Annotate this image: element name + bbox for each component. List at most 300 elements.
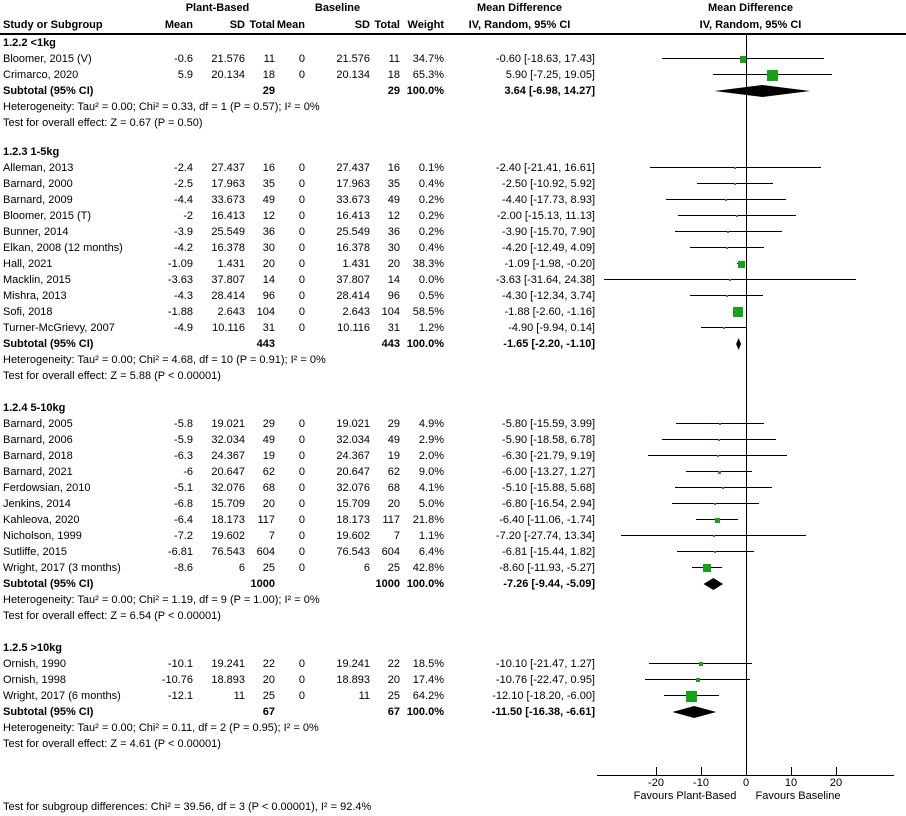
subtotal-row [0, 576, 906, 592]
sd-cell: 16.413 [211, 209, 245, 222]
label-cell: Subtotal (95% CI) [3, 577, 94, 590]
weight-cell: 21.8% [412, 513, 444, 526]
axis-tick [836, 767, 837, 775]
heterogeneity-note: Heterogeneity: Tau² = 0.00; Chi² = 0.33, df = 1 (P = 0.57); I² = 0% [3, 100, 320, 113]
b_total-cell: 25 [387, 561, 400, 574]
sd-cell: 33.673 [211, 193, 245, 206]
sd-cell: 15.709 [211, 497, 245, 510]
subtotal-diamond [595, 336, 906, 352]
axis-tick [656, 767, 657, 775]
md_text-cell: -8.60 [-11.93, -5.27] [499, 561, 595, 574]
total-cell: 25 [262, 561, 275, 574]
b_total-cell: 62 [387, 465, 400, 478]
effect-square [726, 247, 728, 249]
effect-square [718, 471, 721, 474]
label-cell: Nicholson, 1999 [3, 529, 82, 542]
plot-cell [595, 448, 906, 464]
b_total-cell: 11 [388, 52, 400, 65]
label-cell: Barnard, 2000 [3, 177, 73, 190]
study-column-header: Study or Subgroup [3, 18, 103, 31]
b_total-cell: 67 [387, 705, 400, 718]
forest-table-body [0, 35, 906, 768]
sd-cell: 27.437 [211, 161, 245, 174]
total-cell: 31 [262, 321, 275, 334]
effect-square [727, 231, 729, 233]
section-label-row [0, 400, 906, 416]
axis-tick [701, 767, 702, 775]
study-row [0, 224, 906, 240]
section-label-row [0, 144, 906, 160]
label-cell: Crimarco, 2020 [3, 68, 79, 81]
total-column-header: Total [249, 18, 275, 31]
md_text-cell: -10.10 [-21.47, 1.27] [495, 657, 595, 670]
effect-square [725, 199, 727, 201]
total-cell: 29 [262, 84, 275, 97]
b_sd-cell: 17.963 [336, 177, 370, 190]
label-cell: Barnard, 2005 [3, 417, 73, 430]
study-row [0, 240, 906, 256]
total-cell: 443 [256, 337, 275, 350]
heterogeneity-note: Heterogeneity: Tau² = 0.00; Chi² = 1.19, df = 9 (P = 1.00); I² = 0% [3, 593, 320, 606]
md_text-cell: 5.90 [-7.25, 19.05] [505, 68, 595, 81]
weight-cell: 0.2% [418, 225, 444, 238]
label-cell: Bloomer, 2015 (T) [3, 209, 92, 222]
md_text-cell: -6.30 [-21.79, 9.19] [502, 449, 595, 462]
axis-tick-label: -10 [693, 777, 709, 789]
effect-square [738, 261, 745, 268]
section-label: 1.2.4 5-10kg [3, 401, 66, 414]
heterogeneity-note-row [0, 99, 906, 115]
weight-cell: 0.2% [418, 193, 444, 206]
b_total-cell: 49 [387, 433, 400, 446]
axis-tick [746, 767, 747, 775]
total-cell: 11 [263, 52, 275, 65]
section-label-row [0, 35, 906, 51]
b_sd-cell: 11 [358, 689, 370, 702]
mean-cell: -2.4 [174, 161, 193, 174]
effect-square [713, 535, 715, 537]
b_mean-cell: 0 [298, 273, 305, 286]
weight-cell: 1.2% [418, 321, 444, 334]
study-row [0, 464, 906, 480]
study-row [0, 160, 906, 176]
sd-cell: 17.963 [211, 177, 245, 190]
weight-cell: 4.1% [418, 481, 444, 494]
plot-cell [595, 528, 906, 544]
b_sd-cell: 32.034 [336, 433, 370, 446]
md_text-cell: -2.50 [-10.92, 5.92] [502, 177, 595, 190]
section-label-row [0, 640, 906, 656]
axis-tick-label: 20 [829, 777, 843, 789]
plant-based-group-header: Plant-Based [185, 2, 250, 14]
md_text-cell: -6.80 [-16.54, 2.94] [502, 497, 595, 510]
b_sd-cell: 6 [363, 561, 370, 574]
b_total-cell: 68 [387, 481, 400, 494]
iv-random-plot-header: IV, Random, 95% CI [699, 18, 802, 31]
b_total-cell: 49 [387, 193, 400, 206]
b_mean-cell: 0 [298, 689, 305, 702]
effect-square [767, 70, 778, 81]
favours-left-label: Favours Plant-Based [633, 790, 737, 802]
b_sd-cell: 16.378 [336, 241, 370, 254]
b_sd-cell: 19.602 [336, 529, 370, 542]
baseline-sd-column-header: SD [354, 18, 370, 31]
b_total-cell: 96 [387, 289, 400, 302]
b_sd-cell: 21.576 [336, 52, 370, 65]
effect-square [733, 307, 743, 317]
overall-effect-note: Test for overall effect: Z = 5.88 (P < 0.00001) [3, 369, 221, 382]
mean-cell: -4.9 [174, 321, 193, 334]
md_text-cell: -5.90 [-18.58, 6.78] [502, 433, 595, 446]
study-row [0, 672, 906, 688]
plot-cell [595, 512, 906, 528]
plot-cell [595, 208, 906, 224]
study-row [0, 480, 906, 496]
b_sd-cell: 76.543 [336, 545, 370, 558]
effect-square [714, 503, 716, 505]
label-cell: Ferdowsian, 2010 [3, 481, 91, 494]
study-row [0, 544, 906, 560]
plot-cell [595, 160, 906, 176]
plot-cell [595, 336, 906, 352]
weight-cell: 38.3% [412, 257, 444, 270]
plot-cell [595, 656, 906, 672]
b_total-cell: 20 [387, 497, 400, 510]
plot-cell [595, 704, 906, 720]
effect-square [696, 678, 700, 682]
weight-cell: 100.0% [406, 337, 444, 350]
md_text-cell: -4.90 [-9.94, 0.14] [508, 321, 595, 334]
axis-tick-label: -20 [648, 777, 664, 789]
b_total-cell: 25 [387, 689, 400, 702]
md_text-cell: 3.64 [-6.98, 14.27] [504, 84, 595, 97]
study-row [0, 416, 906, 432]
md_text-cell: -0.60 [-18.63, 17.43] [495, 52, 595, 65]
b_sd-cell: 27.437 [336, 161, 370, 174]
label-cell: Elkan, 2008 (12 months) [3, 241, 123, 254]
favours-right-label: Favours Baseline [755, 790, 841, 802]
study-row [0, 432, 906, 448]
overall-effect-note: Test for overall effect: Z = 6.54 (P < 0.00001) [3, 609, 221, 622]
weight-cell: 0.2% [418, 209, 444, 222]
b_sd-cell: 10.116 [337, 321, 370, 334]
b_total-cell: 19 [387, 449, 400, 462]
label-cell: Sofi, 2018 [3, 305, 53, 318]
b_mean-cell: 0 [298, 68, 305, 81]
overall-effect-note-row [0, 115, 906, 131]
b_mean-cell: 0 [298, 433, 305, 446]
study-row [0, 272, 906, 288]
b_total-cell: 117 [382, 513, 400, 526]
md_text-cell: -5.80 [-15.59, 3.99] [502, 417, 595, 430]
b_mean-cell: 0 [298, 193, 305, 206]
plot-cell [595, 496, 906, 512]
mean-cell: -4.2 [174, 241, 193, 254]
weight-cell: 2.9% [418, 433, 444, 446]
plot-cell [595, 576, 906, 592]
study-row [0, 560, 906, 576]
label-cell: Bunner, 2014 [3, 225, 69, 238]
total-cell: 36 [262, 225, 275, 238]
md_text-cell: -2.00 [-15.13, 11.13] [496, 209, 595, 222]
b_mean-cell: 0 [298, 177, 305, 190]
b_total-cell: 35 [387, 177, 400, 190]
heterogeneity-note-row [0, 720, 906, 736]
b_sd-cell: 1.431 [342, 257, 370, 270]
axis-tick-label: 10 [784, 777, 798, 789]
md_text-cell: -6.81 [-15.44, 1.82] [502, 545, 595, 558]
effect-square [734, 183, 736, 185]
label-cell: Sutliffe, 2015 [3, 545, 68, 558]
study-row [0, 288, 906, 304]
study-row [0, 51, 906, 67]
overall-effect-note-row [0, 368, 906, 384]
total-cell: 7 [268, 529, 275, 542]
b_total-cell: 18 [387, 68, 400, 81]
weight-cell: 0.4% [418, 177, 444, 190]
total-cell: 29 [262, 417, 275, 430]
heterogeneity-note-row [0, 592, 906, 608]
label-cell: Jenkins, 2014 [3, 497, 71, 510]
b_sd-cell: 19.241 [336, 657, 370, 670]
b_mean-cell: 0 [298, 465, 305, 478]
b_total-cell: 14 [387, 273, 400, 286]
sd-cell: 2.643 [217, 305, 245, 318]
header-group-row [0, 0, 906, 17]
label-cell: Mishra, 2013 [3, 289, 67, 302]
mean-cell: -4.4 [174, 193, 193, 206]
plot-cell [595, 672, 906, 688]
weight-cell: 100.0% [406, 577, 444, 590]
effect-square [722, 487, 724, 489]
mean-cell: -5.9 [174, 433, 193, 446]
mean-cell: -12.1 [167, 689, 193, 702]
weight-cell: 0.4% [418, 241, 444, 254]
label-cell: Wright, 2017 (3 months) [3, 561, 121, 574]
total-cell: 117 [257, 513, 275, 526]
md_text-cell: -7.20 [-27.74, 13.34] [495, 529, 595, 542]
mean-cell: -1.88 [167, 305, 193, 318]
plot-cell [595, 272, 906, 288]
md_text-cell: -3.63 [-31.64, 24.38] [495, 273, 595, 286]
md_text-cell: -10.76 [-22.47, 0.95] [495, 673, 595, 686]
subtotal-diamond [595, 83, 906, 99]
sd-cell: 16.378 [211, 241, 245, 254]
mean-column-header: Mean [164, 18, 193, 31]
weight-cell: 18.5% [412, 657, 444, 670]
weight-cell: 1.1% [418, 529, 444, 542]
md_text-cell: -6.00 [-13.27, 1.27] [502, 465, 595, 478]
weight-cell: 0.0% [418, 273, 444, 286]
mean-cell: -5.1 [174, 481, 193, 494]
mean-cell: -4.3 [174, 289, 193, 302]
total-cell: 49 [262, 193, 275, 206]
md_text-cell: -12.10 [-18.20, -6.00] [492, 689, 595, 702]
plot-cell [595, 51, 906, 67]
label-cell: Bloomer, 2015 (V) [3, 52, 92, 65]
total-cell: 12 [262, 209, 275, 222]
baseline-mean-column-header: Mean [276, 18, 305, 31]
b_total-cell: 20 [387, 673, 400, 686]
total-cell: 604 [256, 545, 275, 558]
plot-cell [595, 464, 906, 480]
header-column-row [0, 17, 906, 33]
study-row [0, 448, 906, 464]
study-row [0, 176, 906, 192]
b_total-cell: 104 [381, 305, 400, 318]
study-row [0, 528, 906, 544]
b_total-cell: 20 [387, 257, 400, 270]
weight-cell: 42.8% [412, 561, 444, 574]
weight-column-header: Weight [407, 18, 444, 31]
b_sd-cell: 20.647 [336, 465, 370, 478]
subgroup-differences-note: Test for subgroup differences: Chi² = 39.56, df = 3 (P < 0.00001), I² = 92.4% [3, 801, 372, 813]
weight-cell: 6.4% [418, 545, 444, 558]
b_mean-cell: 0 [298, 529, 305, 542]
total-cell: 16 [262, 161, 275, 174]
weight-cell: 0.1% [418, 161, 444, 174]
b_mean-cell: 0 [298, 321, 305, 334]
axis-tick-label: 0 [742, 777, 750, 789]
md_text-cell: -4.30 [-12.34, 3.74] [502, 289, 595, 302]
effect-square [726, 295, 728, 297]
subtotal-diamond [595, 576, 906, 592]
subtotal-row [0, 336, 906, 352]
subtotal-row [0, 83, 906, 99]
sd-cell: 28.414 [211, 289, 245, 302]
b_total-cell: 36 [387, 225, 400, 238]
weight-cell: 4.9% [418, 417, 444, 430]
sd-cell: 19.021 [211, 417, 245, 430]
sd-cell: 25.549 [211, 225, 245, 238]
b_total-cell: 29 [387, 417, 400, 430]
total-cell: 25 [262, 689, 275, 702]
label-cell: Subtotal (95% CI) [3, 84, 94, 97]
md_text-cell: -4.20 [-12.49, 4.09] [502, 241, 595, 254]
weight-cell: 2.0% [418, 449, 444, 462]
total-cell: 35 [262, 177, 275, 190]
study-row [0, 512, 906, 528]
b_sd-cell: 15.709 [336, 497, 370, 510]
effect-square [729, 279, 731, 281]
total-cell: 67 [262, 705, 275, 718]
x-axis-line [597, 775, 894, 776]
mean-cell: -6.4 [174, 513, 193, 526]
mean-cell: -2.5 [174, 177, 193, 190]
sd-column-header: SD [229, 18, 245, 31]
label-cell: Subtotal (95% CI) [3, 337, 94, 350]
b_mean-cell: 0 [298, 52, 305, 65]
plot-cell [595, 304, 906, 320]
weight-cell: 100.0% [406, 84, 444, 97]
plot-cell [595, 416, 906, 432]
sd-cell: 19.241 [211, 657, 245, 670]
b_mean-cell: 0 [298, 209, 305, 222]
study-row [0, 304, 906, 320]
plot-cell [595, 256, 906, 272]
sd-cell: 37.807 [211, 273, 245, 286]
total-cell: 104 [256, 305, 275, 318]
weight-cell: 17.4% [412, 673, 444, 686]
plot-cell [595, 83, 906, 99]
total-cell: 22 [262, 657, 275, 670]
weight-cell: 65.3% [412, 68, 444, 81]
b_mean-cell: 0 [298, 305, 305, 318]
b_mean-cell: 0 [298, 289, 305, 302]
zero-effect-line [746, 35, 747, 775]
total-cell: 62 [262, 465, 275, 478]
label-cell: Macklin, 2015 [3, 273, 71, 286]
b_mean-cell: 0 [298, 673, 305, 686]
plot-cell [595, 240, 906, 256]
mean-difference-plot-header: Mean Difference [708, 2, 793, 14]
section-label: 1.2.5 >10kg [3, 641, 63, 654]
b_total-cell: 30 [387, 241, 400, 254]
total-cell: 20 [262, 673, 275, 686]
b_mean-cell: 0 [298, 449, 305, 462]
b_mean-cell: 0 [298, 241, 305, 254]
label-cell: Ornish, 1998 [3, 673, 66, 686]
total-cell: 68 [262, 481, 275, 494]
effect-square [723, 327, 725, 329]
label-cell: Ornish, 1990 [3, 657, 66, 670]
spacer-row [0, 384, 906, 400]
subtotal-row [0, 704, 906, 720]
plot-cell [595, 67, 906, 83]
sd-cell: 20.647 [211, 465, 245, 478]
effect-square [715, 518, 720, 523]
axis-tick [791, 767, 792, 775]
b_sd-cell: 18.173 [336, 513, 370, 526]
total-cell: 18 [262, 68, 275, 81]
md_text-cell: -2.40 [-21.41, 16.61] [495, 161, 595, 174]
sd-cell: 21.576 [211, 52, 245, 65]
b_mean-cell: 0 [298, 657, 305, 670]
mean-cell: -10.76 [161, 673, 193, 686]
plot-cell [595, 688, 906, 704]
md_text-cell: -5.10 [-15.88, 5.68] [502, 481, 595, 494]
weight-cell: 0.5% [418, 289, 444, 302]
overall-effect-note: Test for overall effect: Z = 4.61 (P < 0.00001) [3, 737, 221, 750]
study-row [0, 688, 906, 704]
md_text-cell: -1.65 [-2.20, -1.10] [503, 337, 595, 350]
mean-cell: -6.8 [174, 497, 193, 510]
mean-cell: -6.81 [167, 545, 193, 558]
overall-effect-note-row [0, 608, 906, 624]
mean-cell: -1.09 [167, 257, 193, 270]
b_sd-cell: 18.893 [336, 673, 370, 686]
total-cell: 19 [262, 449, 275, 462]
overall-effect-note: Test for overall effect: Z = 0.67 (P = 0.50) [3, 116, 203, 129]
weight-cell: 34.7% [412, 52, 444, 65]
spacer-row [0, 131, 906, 144]
sd-cell: 18.173 [211, 513, 245, 526]
mean-cell: -3.9 [174, 225, 193, 238]
b_total-cell: 12 [387, 209, 400, 222]
mean-cell: -6 [183, 465, 193, 478]
mean-cell: -8.6 [174, 561, 193, 574]
baseline-group-header: Baseline [314, 2, 361, 14]
effect-square [714, 551, 716, 553]
study-row [0, 208, 906, 224]
study-row [0, 656, 906, 672]
b_sd-cell: 32.076 [336, 481, 370, 494]
weight-cell: 58.5% [412, 305, 444, 318]
md_text-cell: -1.09 [-1.98, -0.20] [504, 257, 595, 270]
b_mean-cell: 0 [298, 225, 305, 238]
label-cell: Kahleova, 2020 [3, 513, 80, 526]
b_mean-cell: 0 [298, 561, 305, 574]
